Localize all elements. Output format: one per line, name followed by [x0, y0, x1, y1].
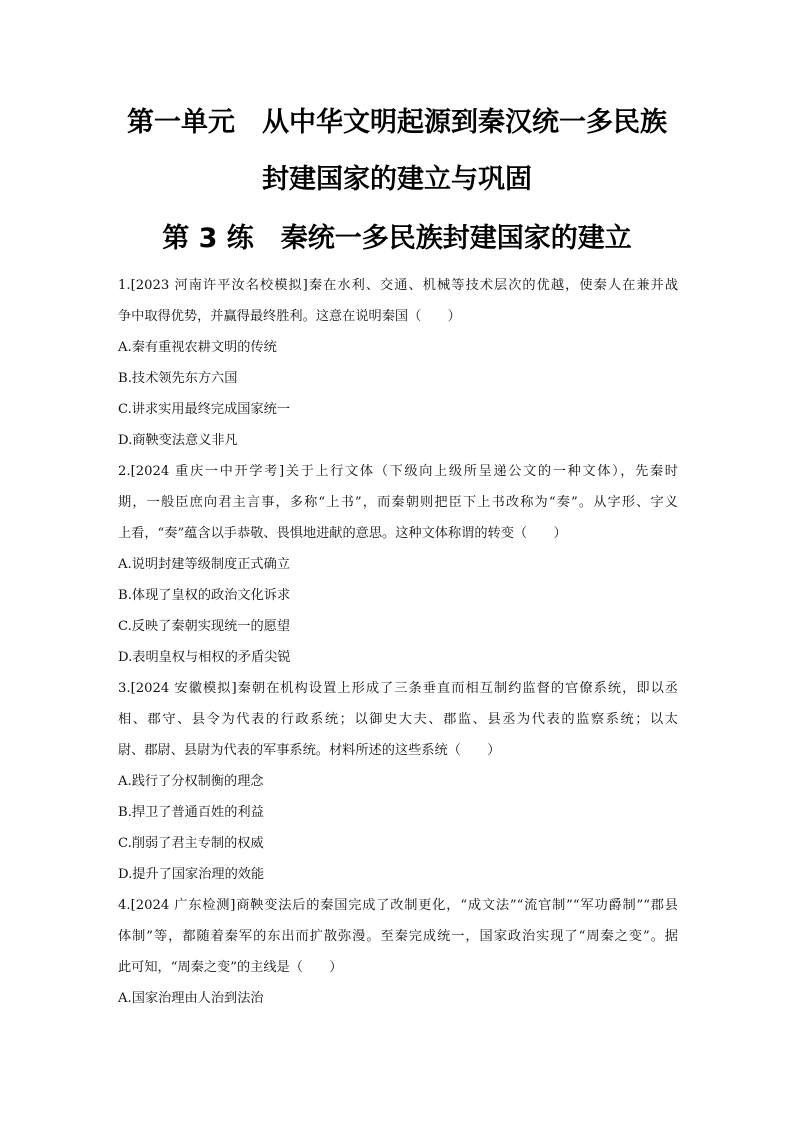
- question-1-stem-line: 争中取得优势，并赢得最终胜利。这意在说明秦国（ ）: [118, 309, 461, 324]
- question-3: [118, 673, 678, 890]
- question-3-stem-line: 相、郡守、县令为代表的行政系统；以御史大夫、郡监、县丞为代表的监察系统；以太: [118, 712, 678, 727]
- question-2-option-b: B.体现了皇权的政治文化诉求: [118, 588, 291, 603]
- question-4-stem-line: 此可知，“周秦之变”的主线是（ ）: [118, 960, 343, 975]
- question-1-option-c: C.讲求实用最终完成国家统一: [118, 402, 291, 417]
- question-1-option-b: B.技术领先东方六国: [118, 371, 238, 386]
- question-1-option-d: D.商鞅变法意义非凡: [118, 433, 238, 448]
- question-4: [118, 890, 678, 1014]
- question-2-stem-line: 2.[2024 重庆一中开学考]关于上行文体（下级向上级所呈递公文的一种文体），先秦时: [118, 464, 678, 479]
- question-3-stem-line: 尉、郡尉、县尉为代表的军事系统。材料所述的这些系统（ ）: [118, 743, 501, 758]
- question-3-stem-line: 3.[2024 安徽模拟]秦朝在机构设置上形成了三条垂直而相互制约监督的官僚系统，即以丞: [118, 681, 678, 696]
- question-3-option-a: A.践行了分权制衡的理念: [118, 774, 264, 789]
- question-1: [118, 270, 678, 456]
- question-3-option-d: D.提升了国家治理的效能: [118, 867, 265, 882]
- question-2: [118, 456, 678, 673]
- question-2-option-c: C.反映了秦朝实现统一的愿望: [118, 619, 291, 634]
- question-2-stem-line: 期，一般臣庶向君主言事，多称“上书”，而秦朝则把臣下上书改称为“奏”。从字形、字义: [118, 495, 678, 510]
- lesson-title: 第 3 练 秦统一多民族封建国家的建立: [162, 223, 632, 254]
- unit-title-continued: 封建国家的建立与巩固: [262, 164, 532, 195]
- question-1-option-a: A.秦有重视农耕文明的传统: [118, 340, 277, 355]
- question-1-stem-line: 1.[2023 河南许平汝名校模拟]秦在水利、交通、机械等技术层次的优越，使秦人在兼并战: [118, 278, 678, 293]
- question-2-option-a: A.说明封建等级制度正式确立: [118, 557, 290, 572]
- question-2-option-d: D.表明皇权与相权的矛盾尖锐: [118, 650, 291, 665]
- question-4-stem-line: 4.[2024 广东检测]商鞅变法后的秦国完成了改制更化，“成文法”“流官制”“军功爵制”“郡县: [118, 898, 678, 913]
- question-3-option-c: C.削弱了君主专制的权威: [118, 836, 264, 851]
- question-4-stem-line: 体制”等，都随着秦军的东出而扩散弥漫。至秦完成统一，国家政治实现了“周秦之变”。据: [118, 929, 678, 944]
- unit-title: 第一单元 从中华文明起源到秦汉统一多民族: [127, 107, 667, 138]
- question-2-stem-line: 上看，“奏”蕴含以手恭敬、畏惧地进献的意思。这种文体称谓的转变（ ）: [118, 526, 567, 541]
- question-3-option-b: B.捍卫了普通百姓的利益: [118, 805, 264, 820]
- question-4-option-a: A.国家治理由人治到法治: [118, 991, 264, 1006]
